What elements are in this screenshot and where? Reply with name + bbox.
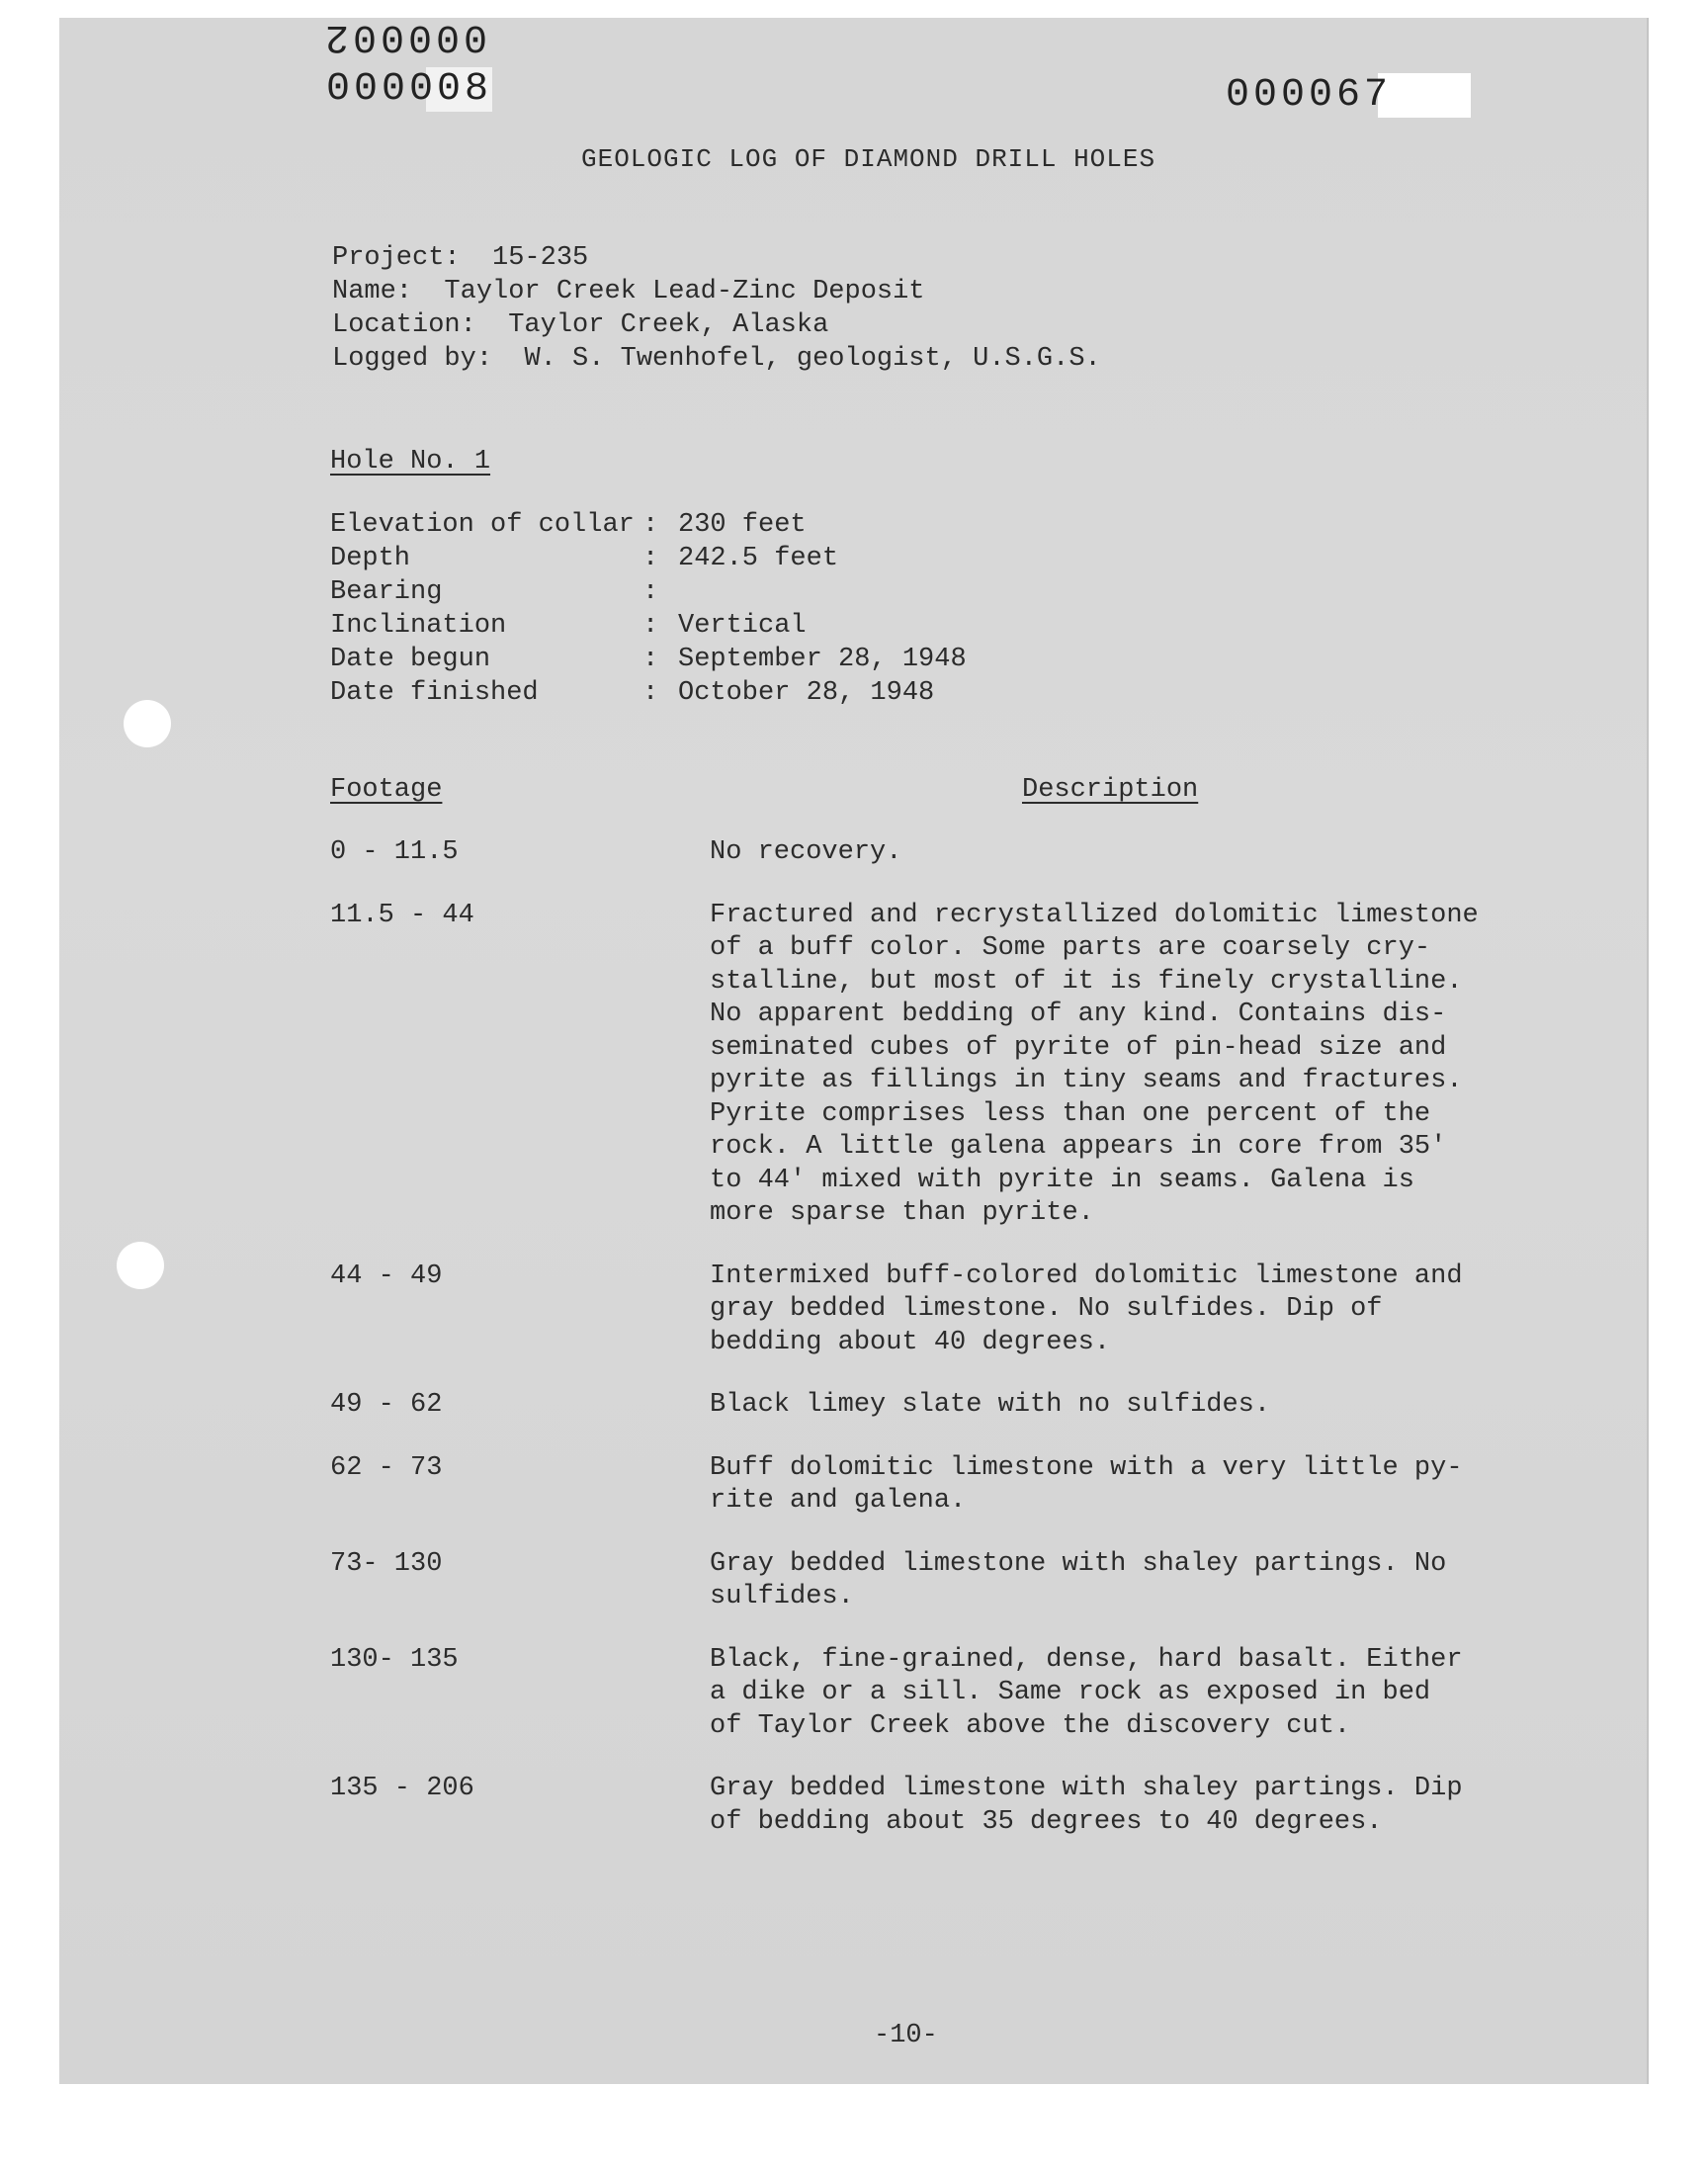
spec-value: September 28, 1948 xyxy=(678,645,967,674)
spec-value: 242.5 feet xyxy=(678,544,839,573)
log-description xyxy=(710,1548,1491,1614)
log-description-line: pyrite as fillings in tiny seams and fractures. xyxy=(710,1066,1463,1095)
stamp-right: 000067 xyxy=(1226,73,1471,118)
log-description-line: Buff dolomitic limestone with a very little py- xyxy=(710,1452,1463,1483)
meta-location xyxy=(332,308,1101,342)
log-description xyxy=(710,1389,1491,1423)
meta-logged-by xyxy=(332,342,1101,376)
log-description-line: Gray bedded limestone with shaley partings. No xyxy=(710,1548,1447,1579)
meta-name xyxy=(332,275,1101,308)
log-description-line: Fractured and recrystallized dolomitic limestone xyxy=(710,900,1479,930)
log-description-line: gray bedded limestone. No sulfides. Dip of xyxy=(710,1294,1383,1324)
spec-label: Bearing xyxy=(330,577,443,607)
spec-row xyxy=(330,643,967,676)
log-row xyxy=(330,900,1516,1231)
spec-separator: : xyxy=(642,645,659,674)
log-footage: 73- 130 xyxy=(330,1548,443,1579)
spec-separator: : xyxy=(642,577,659,607)
spec-label: Depth xyxy=(330,544,411,573)
column-header-description: Description xyxy=(1022,775,1199,805)
log-row xyxy=(330,1644,1516,1744)
page-number: -10- xyxy=(874,2021,938,2050)
drill-log xyxy=(330,836,1516,1869)
log-description-line: sulfides. xyxy=(710,1582,854,1611)
log-description-line: a dike or a sill. Same rock as exposed in bed xyxy=(710,1678,1431,1707)
log-row xyxy=(330,1548,1516,1614)
spec-value: 230 feet xyxy=(678,510,807,540)
spec-separator: : xyxy=(642,510,659,540)
page-title: GEOLOGIC LOG OF DIAMOND DRILL HOLES xyxy=(581,144,1156,174)
stamp-left: 000008 xyxy=(326,67,493,112)
log-description-line: Black limey slate with no sulfides. xyxy=(710,1390,1271,1420)
log-description xyxy=(710,1261,1491,1360)
meta-label: Location: xyxy=(332,310,476,340)
page-margin xyxy=(0,2116,1708,2175)
hole-specs xyxy=(330,508,967,710)
punch-hole-bottom xyxy=(117,1242,164,1289)
log-description-line: of a buff color. Some parts are coarsely cry- xyxy=(710,933,1431,963)
meta-value: Taylor Creek, Alaska xyxy=(508,310,829,340)
spec-label: Inclination xyxy=(330,611,507,641)
spec-row xyxy=(330,508,967,542)
log-description-line: rock. A little galena appears in core from 35' xyxy=(710,1132,1447,1162)
log-row xyxy=(330,1261,1516,1360)
log-description-line: seminated cubes of pyrite of pin-head size and xyxy=(710,1032,1447,1063)
meta-value: W. S. Twenhofel, geologist, U.S.G.S. xyxy=(524,344,1101,374)
log-footage: 49 - 62 xyxy=(330,1390,443,1420)
log-description-line: stalline, but most of it is finely crystalline. xyxy=(710,966,1463,997)
log-description-line: Gray bedded limestone with shaley partings. Dip xyxy=(710,1774,1463,1803)
meta-value: Taylor Creek Lead-Zinc Deposit xyxy=(444,277,925,306)
column-header-footage: Footage xyxy=(330,775,443,805)
log-description-line: Intermixed buff-colored dolomitic limestone and xyxy=(710,1261,1463,1291)
log-row xyxy=(330,1452,1516,1519)
log-description xyxy=(710,1773,1491,1839)
log-description-line: more sparse than pyrite. xyxy=(710,1198,1094,1228)
spec-label: Date finished xyxy=(330,678,539,708)
spec-separator: : xyxy=(642,611,659,641)
log-footage: 0 - 11.5 xyxy=(330,837,459,867)
log-description xyxy=(710,1452,1491,1519)
spec-label: Date begun xyxy=(330,645,491,674)
spec-label: Elevation of collar xyxy=(330,510,635,540)
spec-separator: : xyxy=(642,544,659,573)
project-meta xyxy=(332,241,1101,376)
log-description-line: of Taylor Creek above the discovery cut. xyxy=(710,1710,1351,1741)
log-footage: 11.5 - 44 xyxy=(330,900,474,930)
meta-label: Project: xyxy=(332,243,461,273)
log-row xyxy=(330,836,1516,870)
log-footage: 130- 135 xyxy=(330,1644,459,1675)
meta-value: 15-235 xyxy=(492,243,589,273)
log-description-line: to 44' mixed with pyrite in seams. Galena is xyxy=(710,1165,1414,1195)
log-description-line: Pyrite comprises less than one percent of the xyxy=(710,1098,1431,1129)
spec-value: October 28, 1948 xyxy=(678,678,935,708)
log-row xyxy=(330,1773,1516,1839)
spec-row xyxy=(330,542,967,575)
log-footage: 62 - 73 xyxy=(330,1452,443,1483)
spec-row xyxy=(330,609,967,643)
spec-row xyxy=(330,575,967,609)
log-description xyxy=(710,900,1491,1231)
log-footage: 135 - 206 xyxy=(330,1774,474,1803)
hole-heading: Hole No. 1 xyxy=(330,447,491,477)
spec-separator: : xyxy=(642,678,659,708)
log-description-line: of bedding about 35 degrees to 40 degrees. xyxy=(710,1806,1383,1837)
meta-label: Logged by: xyxy=(332,344,493,374)
log-description-line: No recovery. xyxy=(710,837,902,867)
punch-hole-top xyxy=(124,700,171,747)
log-row xyxy=(330,1389,1516,1423)
stamp-upside-down: 000002 xyxy=(321,14,488,58)
spec-row xyxy=(330,676,967,710)
meta-label: Name: xyxy=(332,277,413,306)
log-description xyxy=(710,836,1491,870)
log-footage: 44 - 49 xyxy=(330,1261,443,1291)
log-description-line: rite and galena. xyxy=(710,1486,967,1516)
log-description-line: Black, fine-grained, dense, hard basalt. Either xyxy=(710,1644,1463,1675)
spec-value: Vertical xyxy=(678,611,807,641)
meta-project xyxy=(332,241,1101,275)
log-description-line: No apparent bedding of any kind. Contains dis- xyxy=(710,1000,1447,1029)
log-description xyxy=(710,1644,1491,1744)
log-description-line: bedding about 40 degrees. xyxy=(710,1327,1111,1357)
